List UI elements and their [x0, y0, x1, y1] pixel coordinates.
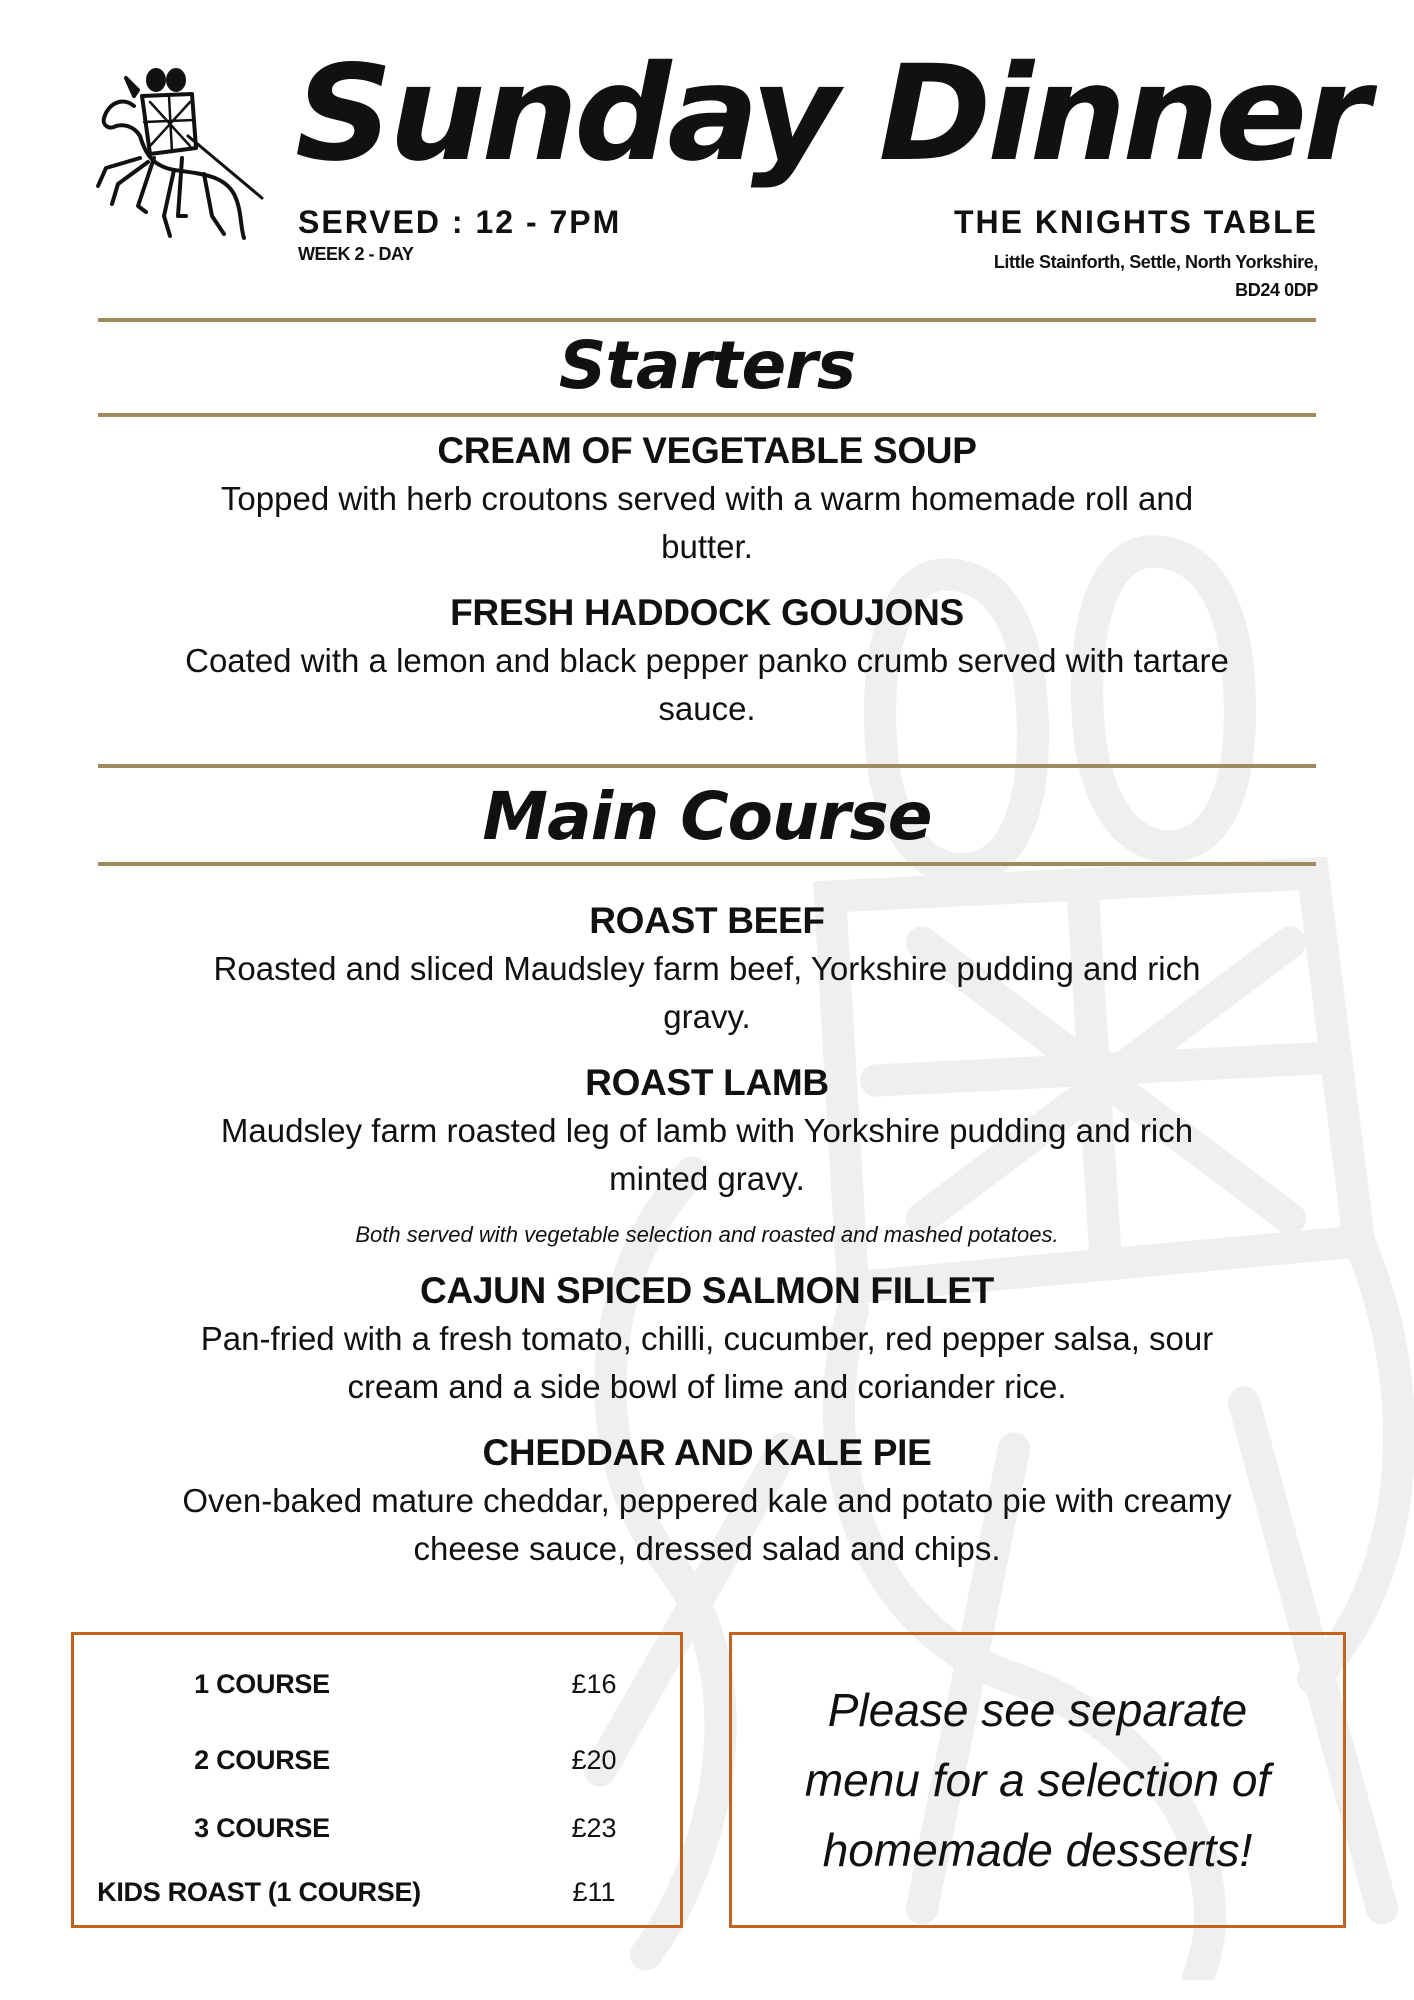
- item-desc-line: minted gravy.: [609, 1160, 805, 1197]
- divider: [98, 862, 1316, 866]
- item-name: ROAST LAMB: [585, 1062, 829, 1103]
- item-desc-line: Topped with herb croutons served with a warm homemade roll and: [220, 480, 1194, 517]
- sides-note: Both served with vegetable selection and roasted and mashed potatoes.: [355, 1222, 1059, 1247]
- page-title: Sunday Dinner: [295, 37, 1367, 191]
- divider: [98, 318, 1316, 322]
- item-name: CAJUN SPICED SALMON FILLET: [420, 1270, 994, 1311]
- item-desc-line: butter.: [661, 528, 753, 565]
- item-name: FRESH HADDOCK GOUJONS: [450, 592, 964, 633]
- menu-item: [98, 1429, 1316, 1573]
- pricing-box: [71, 1632, 683, 1928]
- item-name: CREAM OF VEGETABLE SOUP: [437, 430, 977, 471]
- dessert-note-line: homemade desserts!: [822, 1824, 1253, 1876]
- serving-hours: SERVED : 12 - 7PM: [298, 204, 622, 240]
- section-title-starters: Starters: [558, 327, 856, 404]
- item-description: [98, 637, 1316, 733]
- menu-week: WEEK 2 - DAY: [298, 244, 414, 264]
- price-label: KIDS ROAST (1 COURSE): [97, 1877, 421, 1907]
- venue-name: THE KNIGHTS TABLE: [953, 204, 1318, 240]
- price-label: 1 COURSE: [194, 1669, 330, 1699]
- item-description: [98, 1315, 1316, 1411]
- item-desc-line: cream and a side bowl of lime and coriander rice.: [347, 1368, 1067, 1405]
- item-name: ROAST BEEF: [589, 900, 825, 941]
- dessert-note-line: menu for a selection of: [804, 1754, 1271, 1806]
- item-name: CHEDDAR AND KALE PIE: [482, 1432, 932, 1473]
- dessert-note-line: Please see separate: [827, 1684, 1248, 1736]
- item-desc-line: cheese sauce, dressed salad and chips.: [413, 1530, 1001, 1567]
- item-desc-line: gravy.: [663, 998, 751, 1035]
- price-label: 3 COURSE: [194, 1813, 330, 1843]
- item-description: [98, 1477, 1316, 1573]
- dessert-note: [758, 1675, 1318, 1885]
- price-value: £23: [571, 1813, 617, 1843]
- price-value: £11: [572, 1877, 616, 1907]
- dessert-note-box: [729, 1632, 1346, 1928]
- price-value: £20: [571, 1745, 617, 1775]
- divider: [98, 764, 1316, 768]
- item-description: [98, 1107, 1316, 1203]
- venue-address: [818, 248, 1318, 304]
- item-desc-line: Pan-fried with a fresh tomato, chilli, cucumber, red pepper salsa, sour: [200, 1320, 1214, 1357]
- knights-on-horseback-icon: [94, 66, 274, 246]
- item-description: [98, 475, 1316, 571]
- menu-item: [98, 1059, 1316, 1203]
- item-desc-line: Roasted and sliced Maudsley farm beef, Yorkshire pudding and rich: [213, 950, 1201, 987]
- section-title-main-course: Main Course: [482, 778, 932, 855]
- address-line-1: Little Stainforth, Settle, North Yorkshire,: [993, 252, 1318, 272]
- item-desc-line: Oven-baked mature cheddar, peppered kale and potato pie with creamy: [182, 1482, 1232, 1519]
- item-desc-line: Coated with a lemon and black pepper panko crumb served with tartare: [185, 642, 1229, 679]
- menu-item: [98, 1267, 1316, 1411]
- address-line-2: BD24 0DP: [1235, 280, 1318, 300]
- item-description: [98, 945, 1316, 1041]
- item-desc-line: Maudsley farm roasted leg of lamb with Yorkshire pudding and rich: [220, 1112, 1194, 1149]
- divider: [98, 413, 1316, 417]
- menu-item: [98, 589, 1316, 733]
- item-desc-line: sauce.: [658, 690, 756, 727]
- menu-item: [98, 897, 1316, 1041]
- price-value: £16: [571, 1669, 617, 1699]
- menu-item: [98, 427, 1316, 571]
- price-label: 2 COURSE: [194, 1745, 330, 1775]
